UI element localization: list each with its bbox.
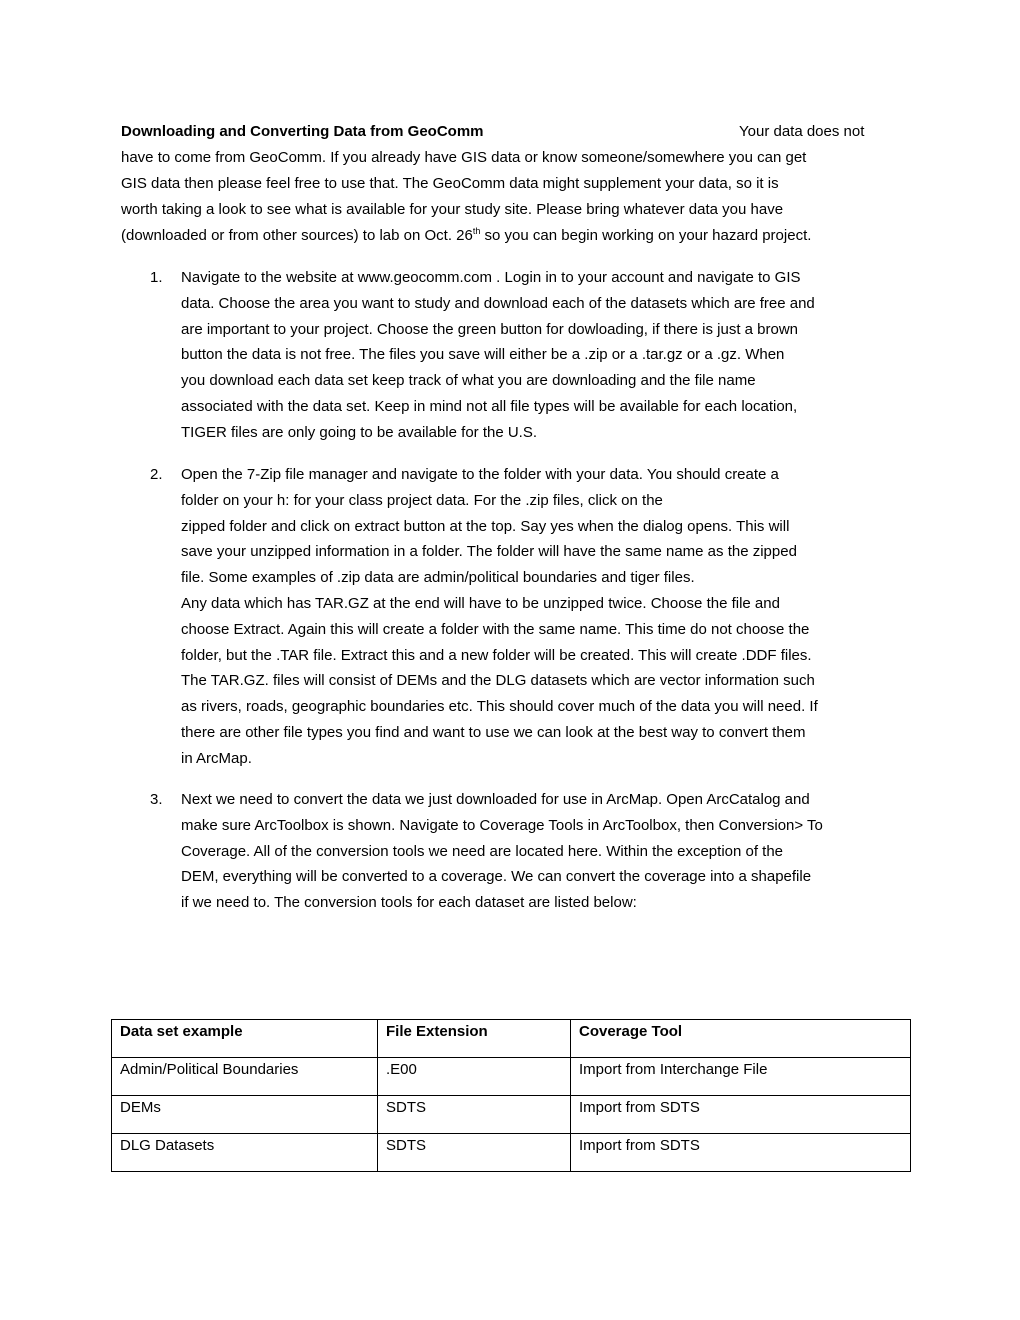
table-cell: DLG Datasets: [112, 1134, 378, 1172]
list-item-line: The TAR.GZ. files will consist of DEMs and the DLG datasets which are vector information such: [181, 672, 815, 690]
title-text: Downloading and Converting Data from GeoComm: [121, 123, 484, 140]
list-number: 2.: [150, 466, 163, 483]
list-item-line: Open the 7-Zip file manager and navigate to the folder with your data. You should create a: [181, 466, 779, 483]
table-row: [112, 1058, 911, 1096]
list-item-line: choose Extract. Again this will create a folder with the same name. This time do not choose the: [181, 620, 810, 638]
table-header-row: [112, 1020, 911, 1058]
header-text: Coverage Tool: [579, 1023, 683, 1040]
superscript: th: [472, 226, 481, 236]
list-item-line: associated with the data set. Keep in mind not all file types will be available for each location,: [181, 398, 798, 415]
list-item-line: folder on your h: for your class project data. For the .zip files, click on the: [181, 491, 663, 509]
document-title: [121, 122, 484, 142]
table-cell: Import from SDTS: [571, 1134, 911, 1172]
list-item-line: button the data is not free. The files you save will either be a .zip or a .tar.gz or a .gz. When: [181, 346, 785, 364]
list-item-line: folder, but the .TAR file. Extract this and a new folder will be created. This will create .DDF files.: [181, 646, 812, 664]
header-text: File Extension: [386, 1023, 488, 1040]
intro-line: GIS data then please feel free to use that. The GeoComm data might supplement your data, so it is: [121, 175, 779, 192]
table-cell: .E00: [378, 1058, 571, 1096]
intro-line: have to come from GeoComm. If you already have GIS data or know someone/somewhere you can get: [121, 149, 807, 166]
list-item-line: Coverage. All of the conversion tools we need are located here. Within the exception of the: [181, 842, 784, 860]
list-number: 1.: [150, 269, 163, 286]
table-row: [112, 1134, 911, 1172]
table-cell: DEMs: [112, 1096, 378, 1134]
list-number: 3.: [150, 791, 163, 808]
list-item-line: TIGER files are only going to be available for the U.S.: [181, 423, 538, 441]
list-item-line: Next we need to convert the data we just downloaded for use in ArcMap. Open ArcCatalog and: [181, 791, 810, 808]
list-item-line: are important to your project. Choose the green button for dowloading, if there is just a brown: [181, 320, 799, 338]
list-item-line: there are other file types you find and want to use we can look at the best way to convert them: [181, 724, 806, 741]
list-item-line: file. Some examples of .zip data are admin/political boundaries and tiger files.: [181, 569, 695, 587]
table-header-cell: [378, 1020, 571, 1058]
intro-text: so you can begin working on your hazard project.: [480, 227, 812, 244]
table-cell: SDTS: [378, 1096, 571, 1134]
list-item-line: make sure ArcToolbox is shown. Navigate to Coverage Tools in ArcToolbox, then Conversion> To: [181, 816, 823, 834]
table-header-cell: [112, 1020, 378, 1058]
list-item-line: data. Choose the area you want to study and download each of the datasets which are free and: [181, 294, 815, 312]
conversion-table: [111, 1019, 911, 1172]
list-item-line: as rivers, roads, geographic boundaries etc. This should cover much of the data you will need. If: [181, 698, 818, 716]
list-item-line: Any data which has TAR.GZ at the end will have to be unzipped twice. Choose the file and: [181, 595, 780, 612]
list-item-line: Navigate to the website at www.geocomm.com . Login in to your account and navigate to GIS: [181, 269, 801, 286]
list-item-line: if we need to. The conversion tools for each dataset are listed below:: [181, 894, 637, 912]
list-item-line: save your unzipped information in a folder. The folder will have the same name as the zipped: [181, 543, 797, 561]
header-text: Data set example: [120, 1023, 243, 1040]
table-cell: SDTS: [378, 1134, 571, 1172]
list-item-line: you download each data set keep track of what you are downloading and the file name: [181, 372, 756, 390]
table-cell: Import from SDTS: [571, 1096, 911, 1134]
table-cell: Admin/Political Boundaries: [112, 1058, 378, 1096]
table-cell: Import from Interchange File: [571, 1058, 911, 1096]
list-item-line: zipped folder and click on extract button at the top. Say yes when the dialog opens. This will: [181, 517, 790, 535]
list-item-line: DEM, everything will be converted to a coverage. We can convert the coverage into a shapefile: [181, 868, 812, 886]
list-item-line: in ArcMap.: [181, 749, 252, 767]
table-header-cell: [571, 1020, 911, 1058]
intro-line: worth taking a look to see what is available for your study site. Please bring whatever data you have: [121, 201, 784, 218]
intro-text: (downloaded or from other sources) to lab on Oct. 26: [121, 227, 473, 244]
table-row: [112, 1096, 911, 1134]
intro-line: [121, 226, 811, 246]
intro-line: Your data does not: [739, 123, 865, 140]
